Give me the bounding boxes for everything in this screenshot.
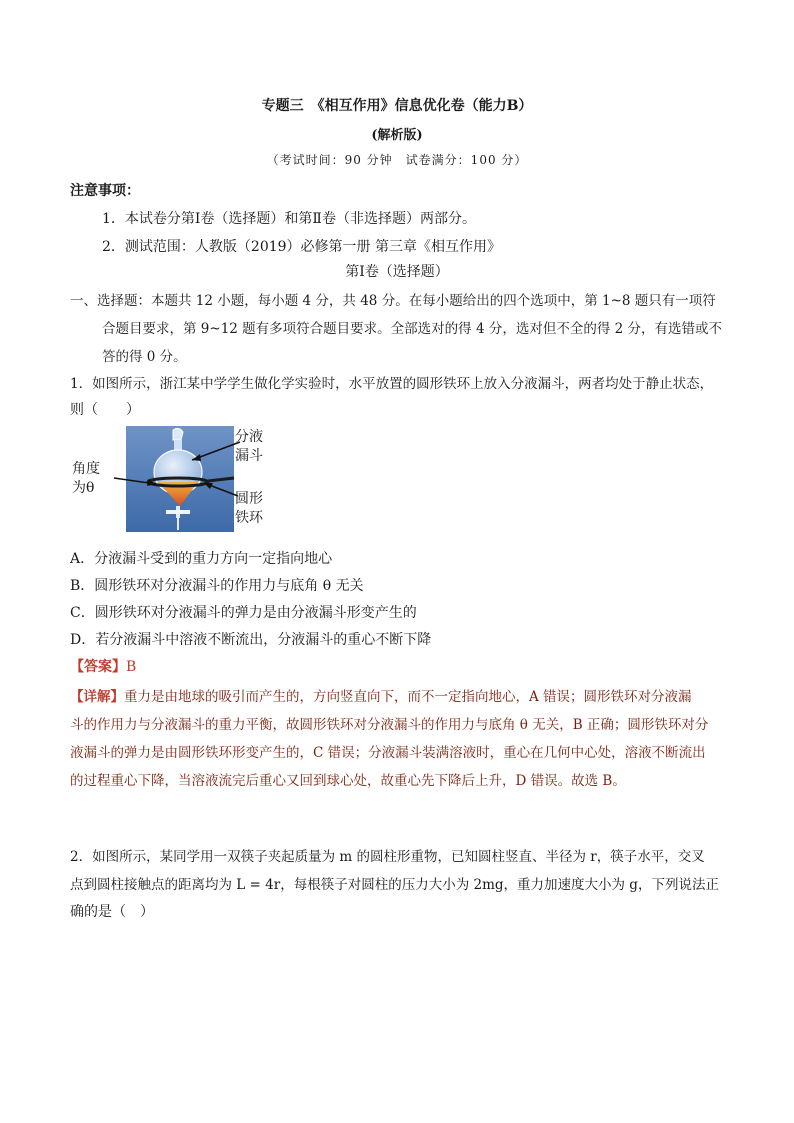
label-funnel-line2: 漏斗	[235, 448, 263, 464]
funnel-tip	[177, 518, 179, 530]
q1-figure	[70, 420, 280, 538]
funnel-neck	[174, 440, 182, 450]
label-angle-line1: 角度	[72, 461, 100, 477]
q1-stem-line-1: 1．如图所示，浙江某中学学生做化学实验时，水平放置的圆形铁环上放入分液漏斗，两者均处于静止状态，	[70, 376, 714, 392]
q2-stem-line-2: 点到圆柱接触点的距离均为 L = 4r，每根筷子对圆柱的压力大小为 2mg，重力加速度大小为 g，下列说法正	[70, 877, 719, 893]
label-ring-line2: 铁环	[235, 510, 263, 526]
label-angle-line2: 为θ	[72, 480, 95, 496]
q2-stem-line-3: 确的是（ ）	[70, 904, 154, 920]
section-title: 第Ⅰ卷（选择题）	[345, 264, 449, 280]
answer-value: B	[126, 659, 137, 675]
instruction-line-2: 合题目要求，第 9~12 题有多项符合题目要求。全部选对的得 4 分，选对但不全的得 2 分，有选错或不	[102, 321, 723, 337]
q1-detail-line-1	[70, 685, 692, 705]
q1-answer	[70, 656, 136, 676]
instruction-line-3: 答的得 0 分。	[102, 349, 187, 365]
page-title: 专题三 《相互作用》信息优化卷（能力B）	[261, 98, 533, 114]
q1-stem-line-2: 则（ ）	[70, 402, 140, 418]
detail-tag: 【详解】	[70, 689, 124, 705]
instruction-line-1: 一、选择题：本题共 12 小题，每小题 4 分，共 48 分。在每小题给出的四个选项中，第 1~8 题只有一项符	[70, 293, 716, 309]
q1-detail-line-3: 液漏斗的弹力是由圆形铁环形变产生的，C 错误；分液漏斗装满溶液时，重心在几何中心处，溶液不断流出	[70, 745, 706, 761]
q1-option-d: D．若分液漏斗中溶液不断流出，分液漏斗的重心不断下降	[70, 632, 432, 648]
stopper	[173, 428, 183, 440]
notes-heading: 注意事项：	[70, 183, 140, 199]
label-funnel-line1: 分液	[235, 429, 263, 445]
q1-option-a: A．分液漏斗受到的重力方向一定指向地心	[70, 551, 333, 567]
notes-item-2: 2．测试范围：人教版（2019）必修第一册 第三章《相互作用》	[102, 239, 501, 255]
page-subtitle: (解析版)	[371, 128, 423, 143]
q2-stem-line-1: 2．如图所示，某同学用一双筷子夹起质量为 m 的圆柱形重物，已知圆柱竖直、半径为 r，筷子水平，交叉	[70, 849, 705, 865]
label-ring-line1: 圆形	[235, 491, 263, 507]
q1-option-c: C．圆形铁环对分液漏斗的弹力是由分液漏斗形变产生的	[70, 605, 417, 621]
answer-tag: 【答案】	[70, 659, 126, 675]
detail-text-1: 重力是由地球的吸引而产生的，方向竖直向下，而不一定指向地心，A 错误；圆形铁环对分液漏	[124, 689, 692, 705]
q1-detail-line-4: 的过程重心下降，当溶液流完后重心又回到球心处，故重心先下降后上升，D 错误。故选 B。	[70, 773, 626, 789]
q1-detail-line-2: 斗的作用力与分液漏斗的重力平衡，故圆形铁环对分液漏斗的作用力与底角 θ 无关，B 正确；圆形铁环对分	[70, 717, 709, 733]
q1-option-b: B．圆形铁环对分液漏斗的作用力与底角 θ 无关	[70, 578, 364, 594]
stopcock	[166, 510, 190, 514]
notes-item-1: 1．本试卷分第Ⅰ卷（选择题）和第Ⅱ卷（非选择题）两部分。	[102, 211, 476, 227]
exam-meta: （考试时间：90 分钟 试卷满分：100 分）	[266, 153, 528, 167]
